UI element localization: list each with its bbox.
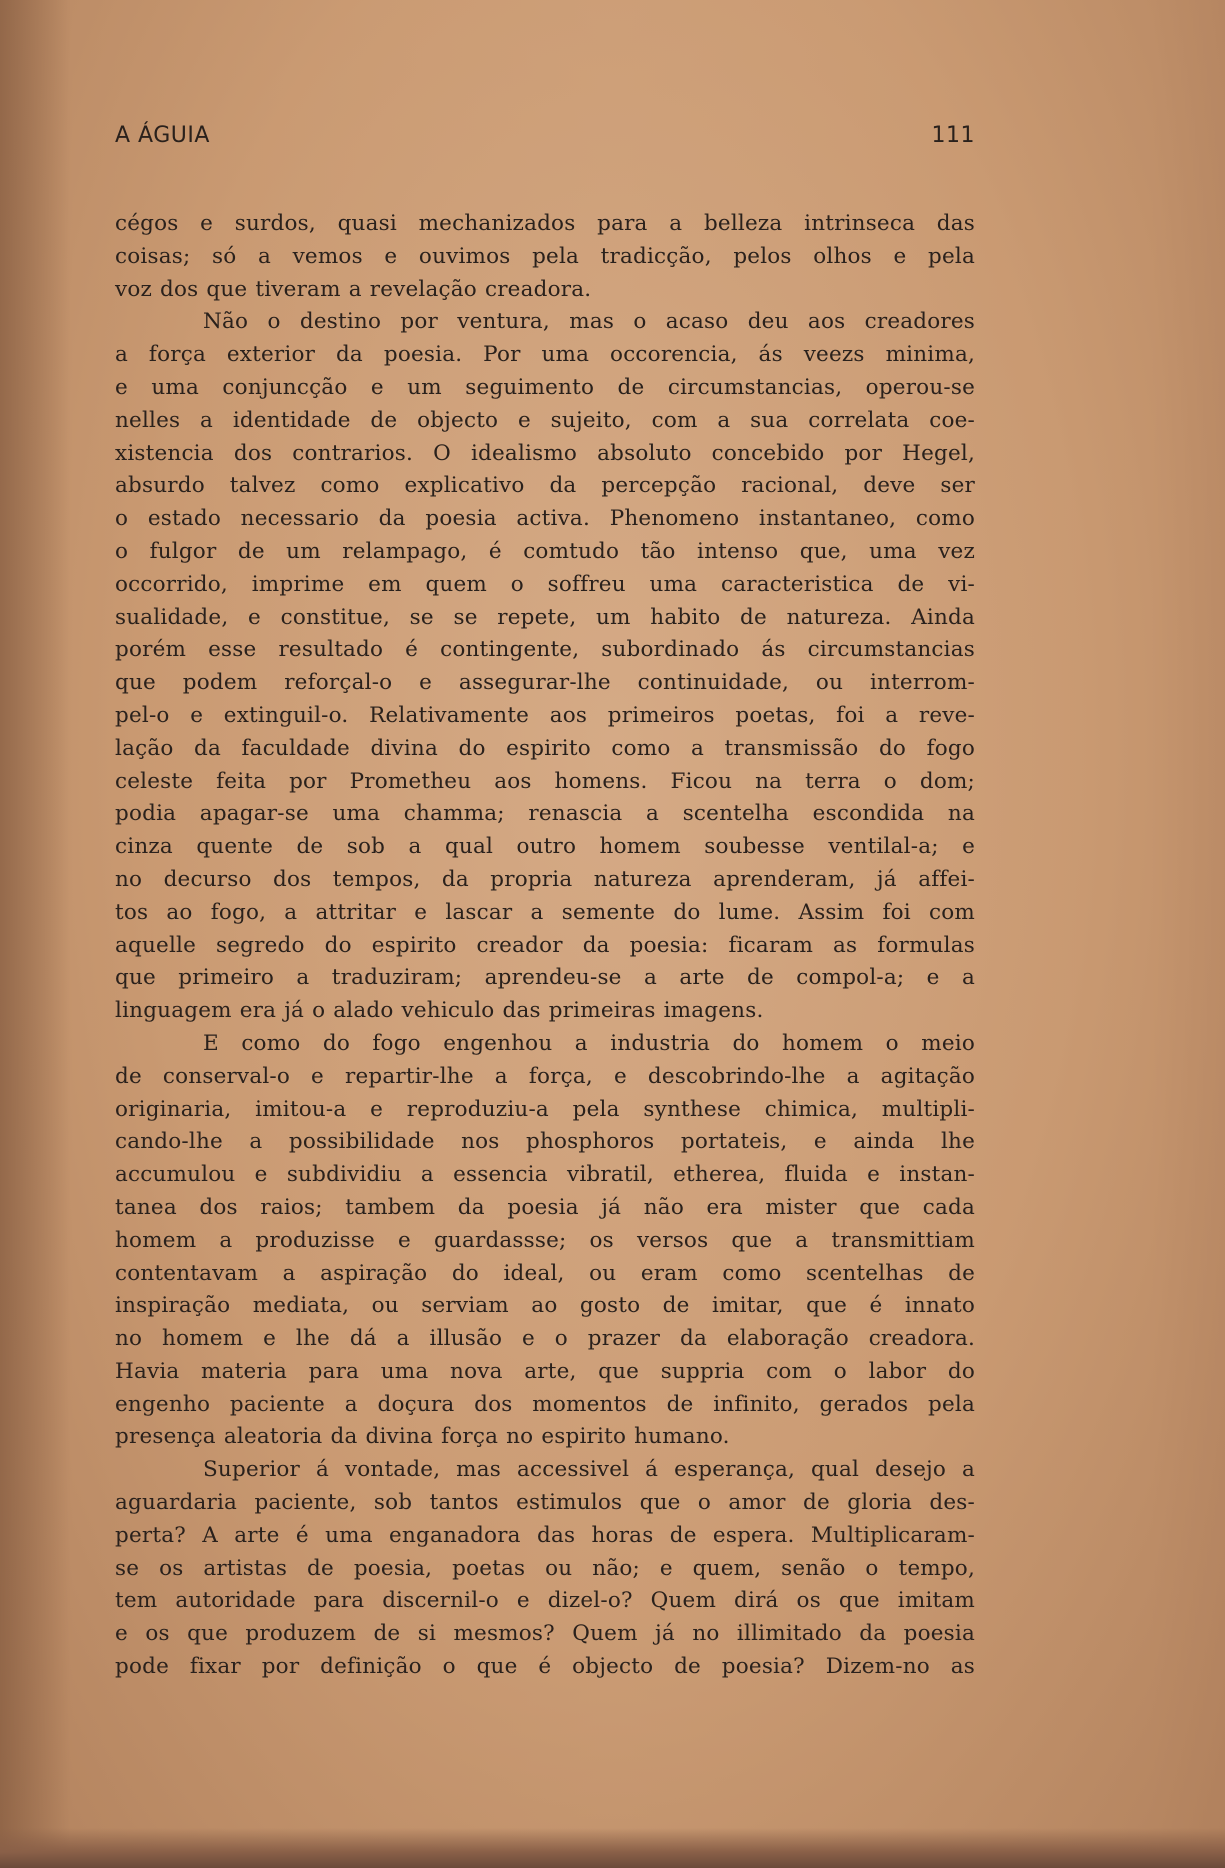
text-line: aquelle segredo do espirito creador da poesia: ficaram as formulas	[115, 932, 975, 958]
text-line: o estado necessario da poesia activa. Phenomeno instantaneo, como	[115, 506, 975, 532]
text-line: tem autoridade para discernil-o e dizel-o? Quem dirá os que imitam	[115, 1588, 975, 1614]
text-line: Não o destino por ventura, mas o acaso deu aos creadores	[203, 309, 975, 335]
text-line: occorrido, imprime em quem o soffreu uma caracteristica de vi-	[115, 571, 975, 597]
text-line: perta? A arte é uma enganadora das horas de espera. Multiplicaram-	[115, 1522, 975, 1548]
text-line: porém esse resultado é contingente, subordinado ás circumstancias	[115, 637, 975, 663]
text-line: sualidade, e constitue, se se repete, um habito de natureza. Ainda	[115, 604, 975, 630]
text-line: absurdo talvez como explicativo da percepção racional, deve ser	[115, 473, 975, 499]
text-line: o fulgor de um relampago, é comtudo tão intenso que, uma vez	[115, 538, 975, 564]
text-line: accumulou e subdividiu a essencia vibratil, etherea, fluida e instan-	[115, 1162, 975, 1188]
text-line: cando-lhe a possibilidade nos phosphoros portateis, e ainda lhe	[115, 1129, 975, 1155]
page-number: 111	[931, 123, 975, 148]
text-line: inspiração mediata, ou serviam ao gosto de imitar, que é innato	[115, 1293, 975, 1319]
page-shadow	[0, 0, 70, 1868]
text-line: homem a produzisse e guardassse; os versos que a transmittiam	[115, 1227, 975, 1253]
text-line: no homem e lhe dá a illusão e o prazer da elaboração creadora.	[115, 1326, 975, 1352]
text-line: aguardaria paciente, sob tantos estimulos que o amor de gloria des-	[115, 1490, 975, 1516]
text-line: no decurso dos tempos, da propria natureza aprenderam, já affei-	[115, 866, 975, 892]
text-line: pode fixar por definição o que é objecto de poesia? Dizem-no as	[115, 1654, 975, 1680]
text-line: xistencia dos contrarios. O idealismo absoluto concebido por Hegel,	[115, 440, 975, 466]
text-line: Superior á vontade, mas accessivel á esperança, qual desejo a	[203, 1457, 975, 1483]
text-line: que primeiro a traduziram; aprendeu-se a arte de compol-a; e a	[115, 965, 975, 991]
text-line: cinza quente de sob a qual outro homem soubesse ventilal-a; e	[115, 834, 975, 860]
text-line: se os artistas de poesia, poetas ou não; e quem, senão o tempo,	[115, 1555, 975, 1581]
text-line: e os que produzem de si mesmos? Quem já no illimitado da poesia	[115, 1621, 975, 1647]
text-line: contentavam a aspiração do ideal, ou eram como scentelhas de	[115, 1260, 975, 1286]
text-line: coisas; só a vemos e ouvimos pela tradicção, pelos olhos e pela	[115, 243, 975, 269]
text-line: linguagem era já o alado vehiculo das primeiras imagens.	[115, 998, 764, 1024]
text-line: podia apagar-se uma chamma; renascia a scentelha escondida na	[115, 801, 975, 827]
text-line: E como do fogo engenhou a industria do homem o meio	[203, 1030, 975, 1056]
text-line: Havia materia para uma nova arte, que suppria com o labor do	[115, 1358, 975, 1384]
text-line: tos ao fogo, a attritar e lascar a semente do lume. Assim foi com	[115, 899, 975, 925]
page-bottom-edge	[0, 1828, 1225, 1868]
text-line: e uma conjuncção e um seguimento de circumstancias, operou-se	[115, 374, 975, 400]
text-line: celeste feita por Prometheu aos homens. Ficou na terra o dom;	[115, 768, 975, 794]
body-text	[115, 208, 975, 1684]
text-line: que podem reforçal-o e assegurar-lhe continuidade, ou interrom-	[115, 670, 975, 696]
text-line: voz dos que tiveram a revelação creadora.	[115, 276, 592, 302]
text-line: lação da faculdade divina do espirito como a transmissão do fogo	[115, 735, 975, 761]
text-line: cégos e surdos, quasi mechanizados para a belleza intrinseca das	[115, 211, 975, 236]
text-line: tanea dos raios; tambem da poesia já não era mister que cada	[115, 1194, 975, 1220]
text-line: engenho paciente a doçura dos momentos de infinito, gerados pela	[115, 1391, 975, 1417]
journal-title: A ÁGUIA	[115, 123, 210, 148]
text-line: de conserval-o e repartir-lhe a força, e descobrindo-lhe a agitação	[115, 1063, 975, 1089]
text-line: originaria, imitou-a e reproduziu-a pela synthese chimica, multipli-	[115, 1096, 975, 1122]
text-line: a força exterior da poesia. Por uma occorencia, ás veezs minima,	[115, 342, 975, 368]
text-line: presença aleatoria da divina força no espirito humano.	[115, 1424, 730, 1450]
text-line: pel-o e extinguil-o. Relativamente aos primeiros poetas, foi a reve-	[115, 702, 975, 728]
text-line: nelles a identidade de objecto e sujeito, com a sua correlata coe-	[115, 407, 975, 433]
